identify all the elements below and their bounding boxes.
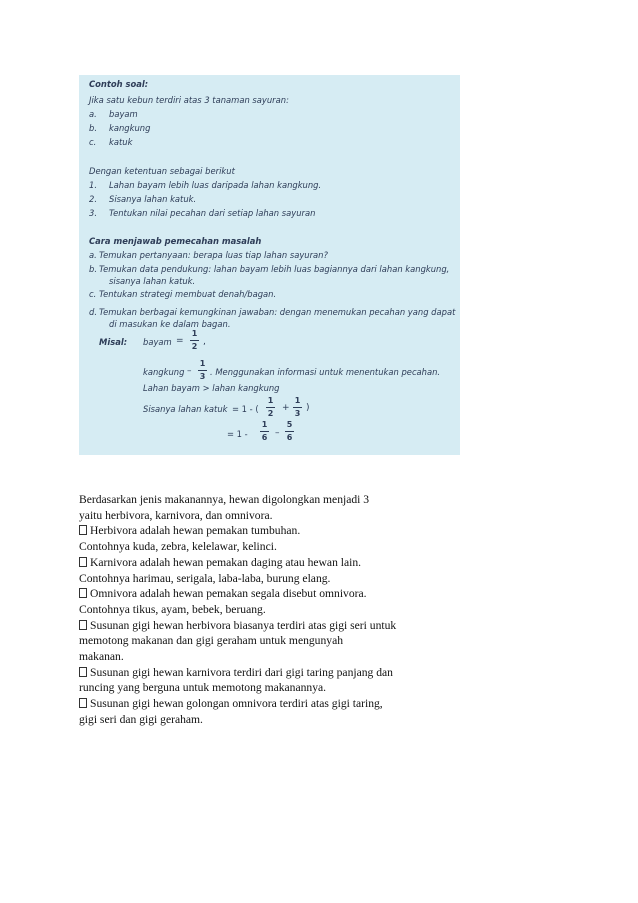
- sisanya-expression-start: = 1 - (: [232, 404, 259, 414]
- bayam-label: bayam: [143, 337, 172, 347]
- result-fraction: 5 6: [286, 420, 293, 442]
- kangkung-label: kangkung: [143, 367, 185, 377]
- body-line: Berdasarkan jenis makanannya, hewan digolongkan menjadi 3: [79, 493, 370, 506]
- body-line: Contohnya kuda, zebra, kelelawar, kelinci.: [79, 540, 277, 554]
- body-line: Contohnya tikus, ayam, bebek, beruang.: [79, 602, 266, 616]
- body-line: memotong makanan dan gigi geraham untuk mengunyah: [79, 634, 344, 648]
- third-fraction: 1 3: [294, 396, 301, 418]
- comma: ,: [203, 337, 206, 347]
- bullet-icon: [79, 620, 87, 630]
- example-title: Contoh soal:: [89, 79, 149, 89]
- body-line: runcing yang berguna untuk memotong makanannya.: [79, 681, 327, 695]
- equals-sign: =: [176, 336, 184, 346]
- body-line: gigi seri dan gigi geraham.: [79, 712, 203, 726]
- bullet-icon: [79, 588, 87, 598]
- example-intro: Jika satu kebun terdiri atas 3 tanaman sayuran:: [89, 95, 289, 105]
- body-line: Susunan gigi hewan golongan omnivora terdiri atas gigi taring,: [79, 696, 439, 712]
- plus-sign: +: [282, 403, 290, 413]
- method-heading: Cara menjawab pemecahan masalah: [89, 236, 262, 246]
- kangkung-note: . Menggunakan informasi untuk menentukan pecahan.: [210, 367, 441, 377]
- sixth-fraction: 1 6: [261, 420, 268, 442]
- bullet-icon: [79, 698, 87, 708]
- sisanya-label: Sisanya lahan katuk: [143, 404, 228, 414]
- body-line: Contohnya harimau, serigala, laba-laba, burung elang.: [79, 571, 331, 585]
- comparison: Lahan bayam > lahan kangkung: [143, 383, 280, 393]
- misal-label: Misal:: [99, 337, 128, 347]
- bullet-icon: [79, 557, 87, 567]
- bullet-icon: [79, 667, 87, 677]
- bayam-fraction: 1 2: [191, 329, 198, 351]
- close-paren: ): [306, 403, 310, 413]
- body-line: Herbivora adalah hewan pemakan tumbuhan.: [79, 523, 439, 539]
- body-text: [79, 492, 439, 728]
- body-line: Susunan gigi hewan herbivora biasanya terdiri atas gigi seri untuk: [79, 618, 439, 634]
- body-line: Karnivora adalah hewan pemakan daging atau hewan lain.: [79, 555, 439, 571]
- body-line: Susunan gigi hewan karnivora terdiri dari gigi taring panjang dan: [79, 665, 439, 681]
- result-equals: –: [275, 428, 280, 438]
- body-line: makanan.: [79, 650, 124, 664]
- result-expression-start: = 1 -: [227, 429, 248, 439]
- kangkung-fraction: 1 3: [199, 359, 206, 381]
- half-fraction: 1 2: [267, 396, 274, 418]
- minus-sign: –: [187, 366, 192, 376]
- method-step-continuation: di masukan ke dalam bagan.: [109, 319, 231, 329]
- example-problem-card: Contoh soal: Jika satu kebun terdiri atas 3 tanaman sayuran: a. bayam b. kangkung c. katuk Dengan ketentuan sebagai berikut 1. Lahan bayam lebih luas daripada lahan kangkung. 2. Sisanya lahan katuk. 3. Tentukan nilai pecahan dari setiap lahan sayuran Cara menjawab pemecahan masalah a. Temukan pertanyaan: berapa luas tiap lahan sayuran? b. Temukan data pendukung: lahan bayam lebih luas bagiannya dari lahan kangkung, sisanya lahan katuk. c. Tentukan strategi membuat denah/bagan. d. Temukan berbagai kemungkinan jawaban: dengan menemukan pecahan yang dapat di masukan ke dalam bagan. Misal: bayam = 1 2 , kangkung – 1 3 . Menggunakan informasi untuk menentukan pecahan. Lahan bayam > lahan kangkung Sisanya lahan katuk = 1 - ( 1 2 + 1 3 ) = 1 - 1 6 – 5 6: [79, 75, 460, 455]
- bullet-icon: [79, 525, 87, 535]
- conditions-heading: Dengan ketentuan sebagai berikut: [89, 166, 235, 176]
- method-step-continuation: sisanya lahan katuk.: [109, 276, 196, 286]
- body-line: Omnivora adalah hewan pemakan segala disebut omnivora.: [79, 586, 439, 602]
- body-line: yaitu herbivora, karnivora, dan omnivora.: [79, 508, 273, 522]
